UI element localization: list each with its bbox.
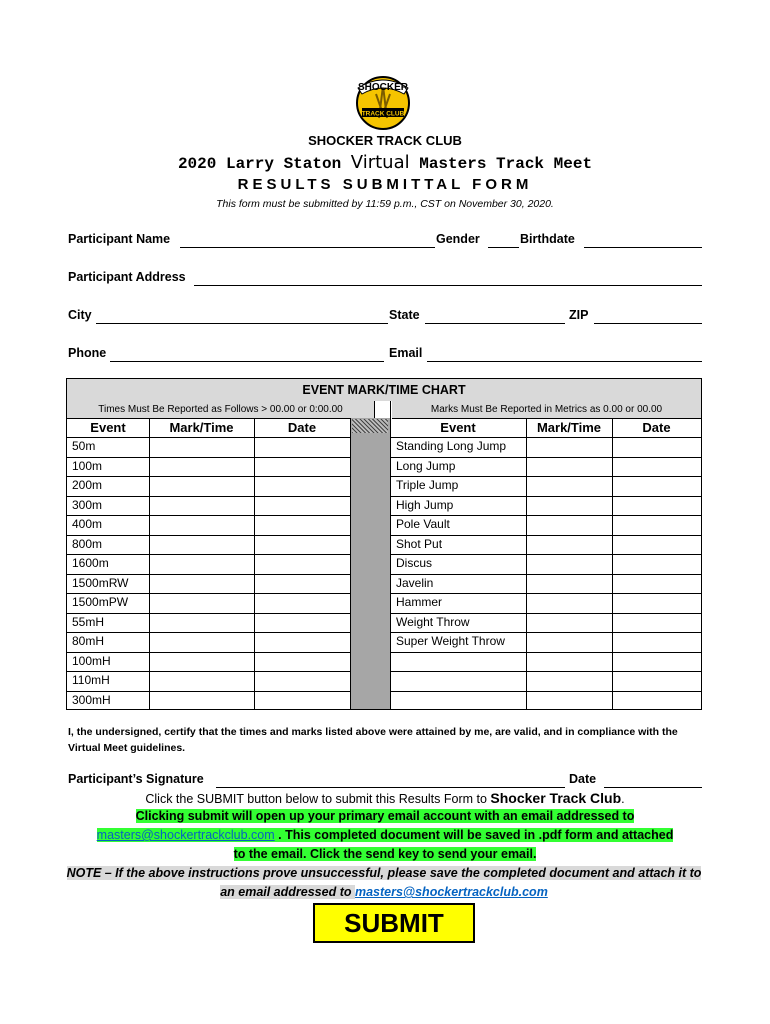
field-mark-input[interactable] [527,536,611,555]
track-mark-input[interactable] [150,633,253,652]
submit-instructions-line1 [0,790,770,806]
field-mark-input[interactable] [527,594,611,613]
logo-text-top: SHOCKER [357,82,409,93]
track-mark-input[interactable] [150,458,253,477]
track-date-header: Date [287,420,317,435]
meet-title-suffix: Masters Track Meet [409,155,593,173]
track-date-input[interactable] [255,594,349,613]
track-event-4: 400m [72,517,103,531]
submit-line3-suffix: . This completed document will be saved in .pdf form and attached [274,828,674,842]
field-event-0: Standing Long Jump [396,439,507,453]
track-date-input[interactable] [255,497,349,516]
field-mark-input[interactable] [527,692,611,711]
club-logo [352,70,414,132]
signature-date-field[interactable] [604,787,702,788]
track-date-input[interactable] [255,438,349,457]
submit-line4-text: to the email. Click the send key to send your email. [233,847,537,861]
track-event-1: 100m [72,458,103,473]
track-date-input[interactable] [255,653,349,672]
field-date-input[interactable] [613,575,700,594]
field-mark-input[interactable] [527,575,611,594]
submit-button[interactable]: SUBMIT [313,903,475,943]
separator-hatch [352,419,388,433]
submit-email-link[interactable]: masters@shockertrackclub.com [96,828,275,842]
field-date-input[interactable] [613,692,700,711]
track-mark-input[interactable] [150,516,253,535]
city-label: City [68,308,92,322]
note-email-link[interactable]: masters@shockertrackclub.com [354,885,548,899]
submit-line2-text: Clicking submit will open up your primary email account with an email addressed to [135,809,635,823]
certification-text: I, the undersigned, certify that the times and marks listed above were attained by me, are valid, and in compliance with the Virtual Meet guidelines. [68,726,678,754]
email-label: Email [389,346,423,360]
field-date-input[interactable] [613,497,700,516]
track-mark-input[interactable] [150,692,253,711]
track-event-9: 55mH [72,614,105,629]
track-event-0: 50m [72,439,96,453]
track-event-8: 1500mPW [72,595,129,609]
note-body: NOTE – If the above instructions prove unsuccessful, please save the completed document and attach it to an email addressed to [66,866,702,899]
field-event-9: Weight Throw [396,614,470,629]
meet-title-prefix: 2020 Larry Staton [177,155,351,173]
deadline-note: This form must be submitted by 11:59 p.m., CST on November 30, 2020. [216,198,554,210]
track-event-13: 300mH [72,692,111,707]
event-chart-title: EVENT MARK/TIME CHART [67,379,701,402]
signature-date-label: Date [569,772,597,786]
field-mark-header: Mark/Time [536,420,602,435]
club-name: SHOCKER TRACK CLUB [308,133,462,148]
track-date-input[interactable] [255,633,349,652]
field-date-input[interactable] [613,614,700,633]
track-mark-header: Mark/Time [169,420,234,435]
field-event-10: Super Weight Throw [396,634,505,648]
track-date-input[interactable] [255,555,349,574]
track-event-3: 300m [72,497,103,512]
field-date-input[interactable] [613,633,700,652]
track-date-input[interactable] [255,575,349,594]
track-event-5: 800m [72,536,103,551]
participant-name-field[interactable] [180,247,435,248]
submit-line1-suffix: . [621,792,625,806]
submit-instructions-line4 [0,847,770,861]
field-mark-input[interactable] [527,497,611,516]
track-date-input[interactable] [255,458,349,477]
city-field[interactable] [96,323,388,324]
submit-line1-prefix: Click the SUBMIT button below to submit this Results Form to [145,792,491,806]
field-date-header: Date [642,420,671,435]
field-event-7: Javelin [396,575,434,590]
field-mark-input[interactable] [527,516,611,535]
meet-title-virtual: Virtual [350,152,410,173]
track-date-input[interactable] [255,672,349,691]
marks-note: Marks Must Be Reported in Metrics as 0.00 or 00.00 [392,401,701,419]
field-date-input[interactable] [613,516,700,535]
field-date-input[interactable] [613,438,700,457]
field-mark-input[interactable] [527,614,611,633]
field-mark-input[interactable] [527,672,611,691]
field-mark-input[interactable] [527,555,611,574]
phone-field[interactable] [110,361,384,362]
track-date-input[interactable] [255,614,349,633]
logo-text-bottom: TRACK CLUB [361,110,405,118]
track-date-input[interactable] [255,536,349,555]
field-date-input[interactable] [613,594,700,613]
field-event-6: Discus [396,556,433,570]
track-event-10: 80mH [72,634,105,648]
participant-address-field[interactable] [194,285,702,286]
track-mark-input[interactable] [150,497,253,516]
gender-field[interactable] [488,247,519,248]
zip-label: ZIP [569,308,589,322]
field-event-5: Shot Put [396,536,443,551]
submit-instructions-line2 [0,809,770,823]
track-event-11: 100mH [72,653,111,668]
field-date-input[interactable] [613,555,700,574]
field-event-8: Hammer [396,595,443,609]
track-event-7: 1500mRW [72,575,129,590]
state-label: State [389,308,420,322]
birthdate-field[interactable] [584,247,702,248]
field-event-header: Event [440,420,476,435]
field-mark-input[interactable] [527,477,611,496]
field-date-input[interactable] [613,653,700,672]
field-date-input[interactable] [613,672,700,691]
field-event-3: High Jump [396,497,454,512]
track-event-2: 200m [72,478,103,492]
field-date-input[interactable] [613,536,700,555]
track-event-12: 110mH [72,673,110,687]
participant-address-label: Participant Address [68,270,186,284]
signature-label: Participant’s Signature [68,772,204,786]
signature-field[interactable] [216,787,565,788]
form-title: RESULTS SUBMITTAL FORM [237,176,533,193]
track-event-6: 1600m [72,556,109,570]
gender-label: Gender [436,232,480,246]
field-date-input[interactable] [613,477,700,496]
note-text [66,864,702,902]
field-mark-input[interactable] [527,438,611,457]
field-mark-input[interactable] [527,633,611,652]
birthdate-label: Birthdate [520,232,575,246]
field-date-input[interactable] [613,458,700,477]
field-event-1: Long Jump [396,458,456,473]
track-date-input[interactable] [255,692,349,711]
track-mark-input[interactable] [150,536,253,555]
track-mark-input[interactable] [150,575,253,594]
track-mark-input[interactable] [150,477,253,496]
zip-field[interactable] [594,323,702,324]
field-event-2: Triple Jump [396,478,459,492]
times-note: Times Must Be Reported as Follows > 00.00 or 0:00.00 [67,401,374,419]
field-event-4: Pole Vault [396,517,450,531]
participant-name-label: Participant Name [68,232,171,246]
track-mark-input[interactable] [150,438,253,457]
track-mark-input[interactable] [150,672,253,691]
track-mark-input[interactable] [150,594,253,613]
event-chart-table [66,378,702,710]
field-mark-input[interactable] [527,458,611,477]
phone-label: Phone [68,346,107,360]
email-field[interactable] [427,361,702,362]
track-date-input[interactable] [255,477,349,496]
track-mark-input[interactable] [150,653,253,672]
submit-line1-club: Shocker Track Club [490,790,622,806]
submit-instructions-line3 [0,828,770,842]
field-mark-input[interactable] [527,653,611,672]
track-mark-input[interactable] [150,614,253,633]
state-field[interactable] [425,323,565,324]
track-mark-input[interactable] [150,555,253,574]
track-event-header: Event [90,420,126,435]
track-date-input[interactable] [255,516,349,535]
separator-column [350,418,390,709]
meet-title [0,152,770,173]
